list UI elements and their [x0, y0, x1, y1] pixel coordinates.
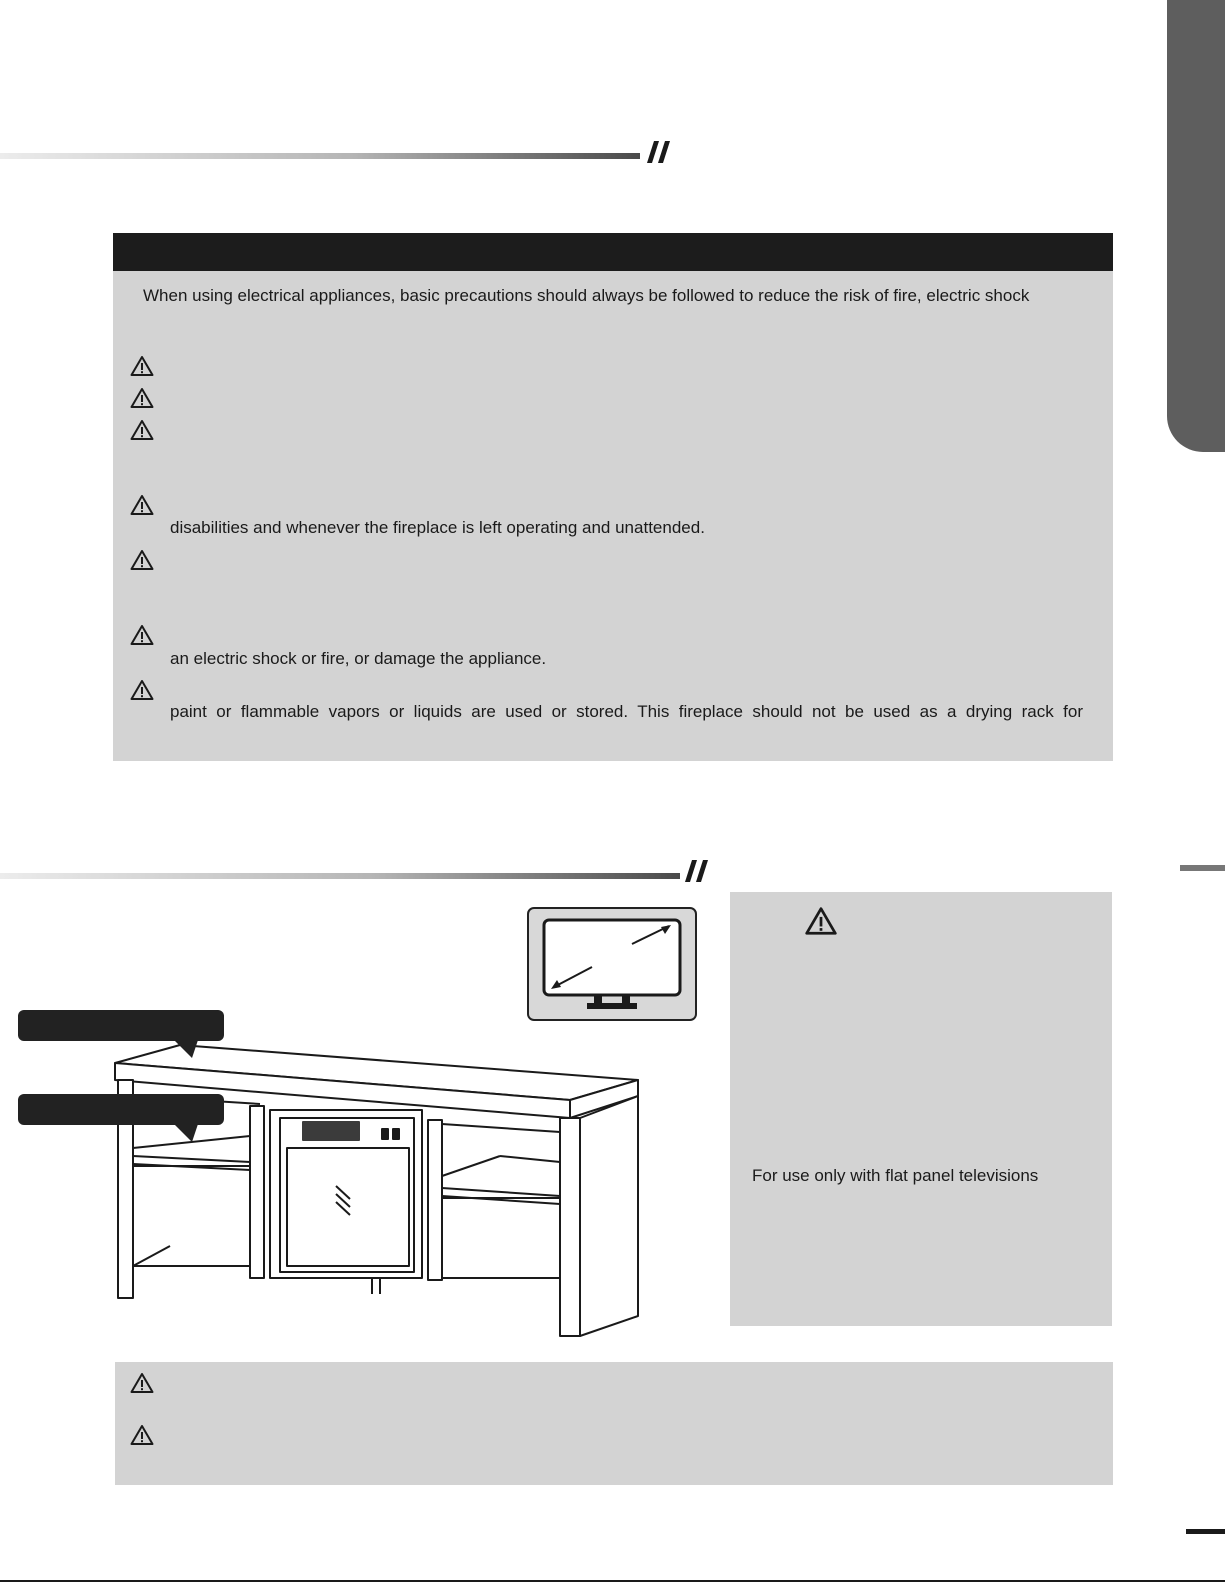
- warning-line-4: disabilities and whenever the fireplace is left operating and unattended.: [170, 518, 705, 537]
- callout-label-shelf-load: [18, 1094, 224, 1125]
- panel-header-bar: [113, 233, 1113, 271]
- warning-line-6: an electric shock or fire, or damage the appliance.: [170, 649, 547, 668]
- intro-text: When using electrical appliances, basic precautions should always be followed to reduce the risk of fire, electric shock: [143, 286, 1030, 305]
- section-slash-icon: [646, 141, 674, 163]
- side-tab: [1167, 0, 1225, 452]
- warning-triangle-icon: [130, 494, 154, 516]
- callout-label-top-load: [18, 1010, 224, 1041]
- tv-spec-panel: [730, 892, 1112, 1326]
- tv-spec-text: For use only with flat panel televisions: [752, 1166, 1039, 1185]
- tv-diagonal-icon-box: [527, 907, 697, 1021]
- warning-line-7: paint or flammable vapors or liquids are used or stored. This fireplace should not be used as a drying rack for: [170, 702, 1083, 721]
- side-tab-marker: [1180, 865, 1225, 871]
- warning-triangle-icon: [130, 419, 154, 441]
- tv-diagonal-icon: [529, 909, 695, 1019]
- section-slash-icon: [684, 860, 712, 882]
- warning-triangle-icon: [130, 355, 154, 377]
- section-rule-1: [0, 153, 640, 159]
- warning-triangle-icon: [130, 1372, 154, 1394]
- page-number-mark: [1186, 1529, 1225, 1534]
- safety-warning-panel: [113, 233, 1113, 761]
- callout-pointer-icon: [174, 1040, 204, 1060]
- warning-triangle-icon: [130, 549, 154, 571]
- section-rule-2: [0, 873, 680, 879]
- warning-triangle-icon: [804, 906, 838, 936]
- warning-triangle-icon: [130, 679, 154, 701]
- warning-triangle-icon: [130, 387, 154, 409]
- tv-stand-fireplace-illustration: [110, 1016, 650, 1341]
- bottom-rule: [0, 1580, 1225, 1582]
- warning-triangle-icon: [130, 1424, 154, 1446]
- warning-triangle-icon: [130, 624, 154, 646]
- callout-pointer-icon: [174, 1124, 204, 1144]
- bottom-note-panel: [115, 1362, 1113, 1485]
